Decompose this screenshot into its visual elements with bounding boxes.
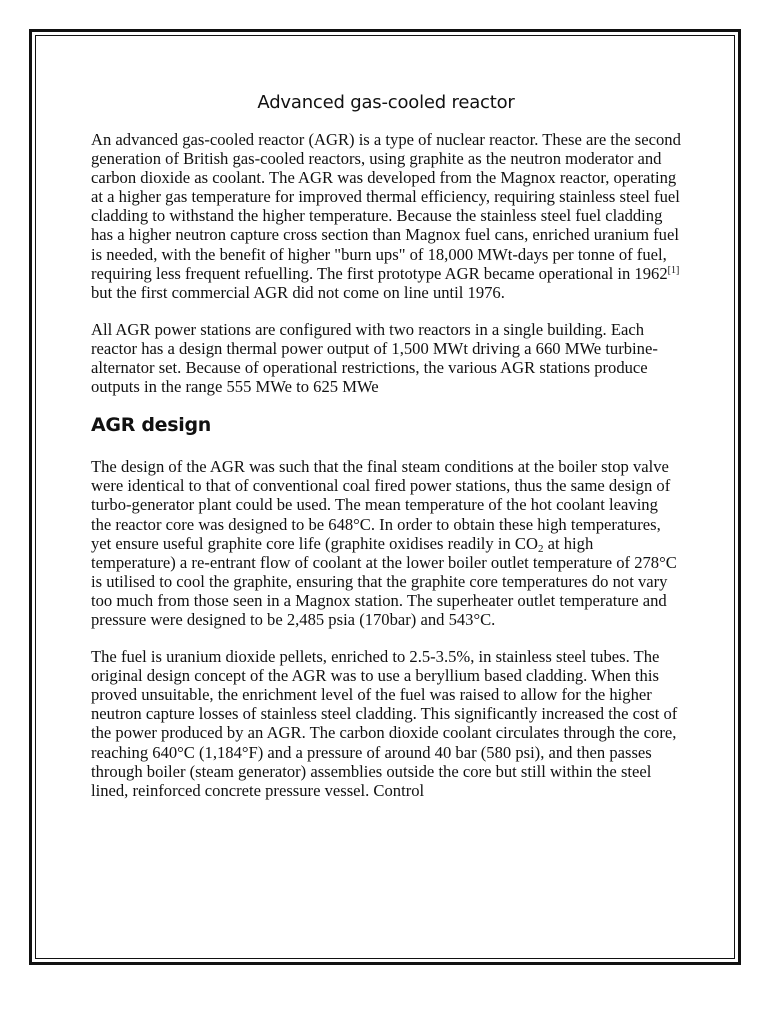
- citation-ref[interactable]: [1]: [667, 264, 680, 276]
- design-paragraph-2: The fuel is uranium dioxide pellets, enriched to 2.5-3.5%, in stainless steel tubes. The original design concept of the AGR was to use a beryllium based cladding. When this proved unsuitable, the enrichment level of the fuel was raised to allow for the higher neutron capture losses of stainless steel cladding. This significantly increased the cost of the power produced by an AGR. The carbon dioxide coolant circulates through the core, reaching 640°C (1,184°F) and a pressure of around 40 bar (580 psi), and then passes through boiler (steam generator) assemblies outside the core but still within the steel lined, reinforced concrete pressure vessel. Control: [91, 647, 678, 800]
- intro-text-b: but the first commercial AGR did not come on line until 1976.: [91, 282, 505, 302]
- section-heading-agr-design: AGR design: [91, 414, 211, 437]
- document-body: [91, 88, 681, 818]
- intro-text-a: An advanced gas-cooled reactor (AGR) is a type of nuclear reactor. These are the second generation of British gas-cooled reactors, using graphite as the neutron moderator and carbon dioxide as coolant. The AGR was developed from the Magnox reactor, operating at a higher gas temperature for improved thermal efficiency, requiring stainless steel fuel cladding to withstand the higher temperature. Because the stainless steel fuel cladding has a higher neutron capture cross section than Magnox fuel cans, enriched uranium fuel is needed, with the benefit of higher "burn ups" of 18,000 MWt-days per tonne of fuel, requiring less frequent refuelling. The first prototype AGR became operational in 1962: [91, 130, 681, 283]
- design-paragraph-1: [91, 457, 681, 629]
- intro-paragraph-1: [91, 130, 681, 302]
- subscript-2: 2: [537, 542, 544, 555]
- intro-paragraph-2: All AGR power stations are configured with two reactors in a single building. Each reactor has a design thermal power output of 1,500 MWt driving a 660 MWe turbine-alternator set. Because of operational restrictions, the various AGR stations produce outputs in the range 555 MWe to 625 MWe: [91, 319, 658, 397]
- document-title: Advanced gas-cooled reactor: [257, 92, 515, 113]
- design-text-a: The design of the AGR was such that the final steam conditions at the boiler stop valve were identical to that of conventional coal fired power stations, thus the same design of turbo-generator plant could be used. The mean temperature of the hot coolant leaving the reactor core was designed to be 648°C. In order to obtain these high temperatures, yet ensure useful graphite core life (graphite oxidises readily in CO: [91, 457, 671, 553]
- design-text-b: at high temperature) a re-entrant flow of coolant at the lower boiler outlet temperature of 278°C is utilised to cool the graphite, ensuring that the graphite core temperatures do not vary too much from those seen in a Magnox station. The superheater outlet temperature and pressure were designed to be 2,485 psia (170bar) and 543°C.: [91, 533, 677, 629]
